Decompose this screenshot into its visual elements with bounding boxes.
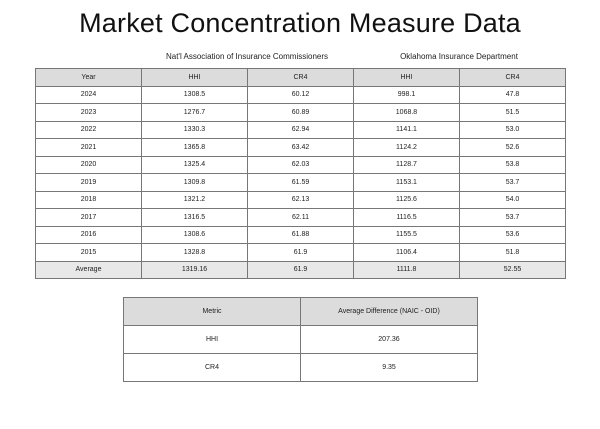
average-oid-cr4-cell: 52.55 <box>460 261 566 279</box>
table-header-row <box>36 69 566 87</box>
naic-hhi-cell: 1276.7 <box>142 104 248 122</box>
naic-hhi-cell: 1325.4 <box>142 156 248 174</box>
oid-cr4-cell: 54.0 <box>460 191 566 209</box>
oid-hhi-cell: 1106.4 <box>354 244 460 262</box>
metric-cell: CR4 <box>124 354 301 382</box>
year-cell: 2023 <box>36 104 142 122</box>
naic-cr4-cell: 61.9 <box>248 244 354 262</box>
average-difference-cell: 9.35 <box>301 354 478 382</box>
year-cell: 2022 <box>36 121 142 139</box>
oid-group-header: Oklahoma Insurance Department <box>400 52 518 61</box>
oid-cr4-cell: 53.0 <box>460 121 566 139</box>
year-cell: 2017 <box>36 209 142 227</box>
year-cell: 2024 <box>36 86 142 104</box>
oid-hhi-cell: 1068.8 <box>354 104 460 122</box>
naic-hhi-cell: 1365.8 <box>142 139 248 157</box>
oid-hhi-cell: 1155.5 <box>354 226 460 244</box>
naic-hhi-cell: 1316.5 <box>142 209 248 227</box>
table-body <box>36 86 566 279</box>
column-header-average-difference: Average Difference (NAIC - OID) <box>301 298 478 326</box>
average-difference-table <box>123 297 478 382</box>
table-row <box>36 104 566 122</box>
oid-cr4-cell: 47.8 <box>460 86 566 104</box>
column-header-naic-cr4: CR4 <box>248 69 354 87</box>
year-cell: 2018 <box>36 191 142 209</box>
year-cell: 2020 <box>36 156 142 174</box>
naic-hhi-cell: 1330.3 <box>142 121 248 139</box>
oid-cr4-cell: 51.8 <box>460 244 566 262</box>
naic-cr4-cell: 61.88 <box>248 226 354 244</box>
naic-hhi-cell: 1308.6 <box>142 226 248 244</box>
column-header-metric: Metric <box>124 298 301 326</box>
naic-hhi-cell: 1321.2 <box>142 191 248 209</box>
oid-hhi-cell: 998.1 <box>354 86 460 104</box>
naic-group-header: Nat'l Association of Insurance Commissioners <box>165 52 329 61</box>
column-header-naic-hhi: HHI <box>142 69 248 87</box>
average-oid-hhi-cell: 1111.8 <box>354 261 460 279</box>
naic-hhi-cell: 1309.8 <box>142 174 248 192</box>
naic-hhi-cell: 1308.5 <box>142 86 248 104</box>
oid-hhi-cell: 1124.2 <box>354 139 460 157</box>
naic-cr4-cell: 62.13 <box>248 191 354 209</box>
diff-table-body <box>124 326 478 382</box>
table-row <box>36 156 566 174</box>
naic-cr4-cell: 60.89 <box>248 104 354 122</box>
table-row <box>36 86 566 104</box>
oid-cr4-cell: 53.6 <box>460 226 566 244</box>
column-header-oid-cr4: CR4 <box>460 69 566 87</box>
page-title: Market Concentration Measure Data <box>79 8 521 38</box>
diff-table-row <box>124 326 478 354</box>
naic-cr4-cell: 62.11 <box>248 209 354 227</box>
oid-cr4-cell: 53.7 <box>460 174 566 192</box>
diff-table-row <box>124 354 478 382</box>
table-row <box>36 209 566 227</box>
average-naic-hhi-cell: 1319.16 <box>142 261 248 279</box>
average-year-cell: Average <box>36 261 142 279</box>
naic-cr4-cell: 60.12 <box>248 86 354 104</box>
oid-cr4-cell: 53.8 <box>460 156 566 174</box>
column-header-oid-hhi: HHI <box>354 69 460 87</box>
oid-cr4-cell: 51.5 <box>460 104 566 122</box>
diff-header-row <box>124 298 478 326</box>
year-cell: 2016 <box>36 226 142 244</box>
naic-cr4-cell: 61.59 <box>248 174 354 192</box>
year-cell: 2015 <box>36 244 142 262</box>
naic-cr4-cell: 63.42 <box>248 139 354 157</box>
average-difference-cell: 207.36 <box>301 326 478 354</box>
table-row <box>36 121 566 139</box>
oid-hhi-cell: 1125.6 <box>354 191 460 209</box>
column-header-year: Year <box>36 69 142 87</box>
table-row <box>36 244 566 262</box>
table-row <box>36 139 566 157</box>
average-row <box>36 261 566 279</box>
average-naic-cr4-cell: 61.9 <box>248 261 354 279</box>
market-concentration-table <box>35 68 566 279</box>
oid-hhi-cell: 1116.5 <box>354 209 460 227</box>
naic-hhi-cell: 1328.8 <box>142 244 248 262</box>
oid-cr4-cell: 52.6 <box>460 139 566 157</box>
table-row <box>36 191 566 209</box>
oid-cr4-cell: 53.7 <box>460 209 566 227</box>
table-row <box>36 174 566 192</box>
oid-hhi-cell: 1153.1 <box>354 174 460 192</box>
naic-cr4-cell: 62.03 <box>248 156 354 174</box>
table-row <box>36 226 566 244</box>
oid-hhi-cell: 1141.1 <box>354 121 460 139</box>
year-cell: 2019 <box>36 174 142 192</box>
metric-cell: HHI <box>124 326 301 354</box>
naic-cr4-cell: 62.94 <box>248 121 354 139</box>
year-cell: 2021 <box>36 139 142 157</box>
oid-hhi-cell: 1128.7 <box>354 156 460 174</box>
